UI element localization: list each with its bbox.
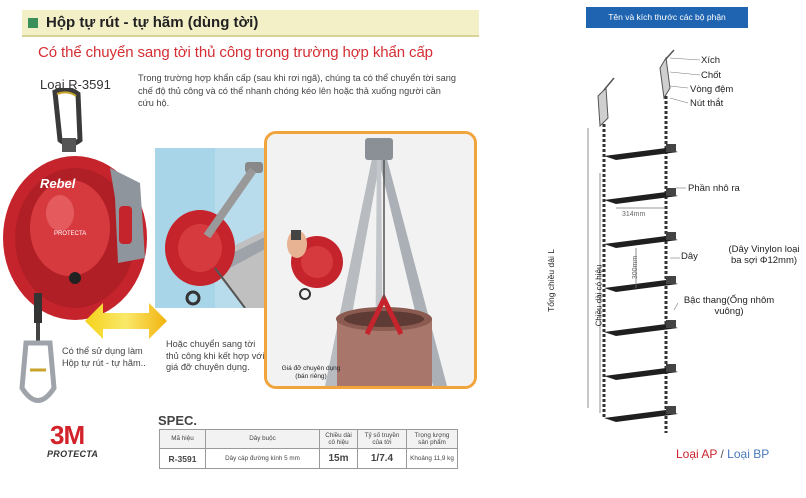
caption-left: Có thể sử dụng làm Hộp tự rút - tự hãm.. xyxy=(62,346,146,368)
spec-header-row xyxy=(160,430,458,449)
spec-header-cell: Chiều dài cô hiệu xyxy=(320,430,358,449)
spec-cell-ratio: 1/7.4 xyxy=(358,449,407,469)
type-legend xyxy=(676,447,769,461)
label-protrusion: Phần nhô ra xyxy=(688,183,740,194)
spec-cell-model: R-3591 xyxy=(160,449,206,469)
label-washer: Vòng đệm xyxy=(690,84,734,95)
label-step: Bậc thang(Ống nhôm vuông) xyxy=(683,295,775,317)
crank-device-photo xyxy=(155,148,270,308)
spec-table xyxy=(159,429,458,469)
title-square-icon xyxy=(28,18,38,28)
spec-header-cell: Tỷ số truyền của tời xyxy=(358,430,407,449)
device-brand-text: Rebel xyxy=(40,176,76,191)
tripod-photo xyxy=(264,131,477,389)
label-knot: Nút thắt xyxy=(690,98,724,109)
svg-text:PROTECTA: PROTECTA xyxy=(54,231,87,237)
label-pin: Chốt xyxy=(701,70,722,81)
label-chain: Xích xyxy=(701,55,721,66)
caption-photo: Giá đỡ chuyên dụng (bán riêng) xyxy=(281,365,341,380)
brand-logo-3m: 3M xyxy=(50,420,85,450)
parts-title-badge: Tên và kích thước các bộ phận xyxy=(586,7,748,28)
section-title-bar xyxy=(22,10,479,37)
description-text: Trong trường hợp khẩn cấp (sau khi rơi ngã), chúng ta có thể chuyển tời sang chế độ thủ công và có thể nhanh chóng kéo lên hoặc thả xuống người cần cứu hộ. xyxy=(138,73,456,108)
label-rope: Dây xyxy=(681,251,698,262)
model-label: Loại R-3591 xyxy=(40,77,111,92)
spec-data-row xyxy=(160,449,458,469)
label-rope-note: (Dây Vinylon loại ba sợi Φ12mm) xyxy=(728,244,800,266)
subtitle: Có thể chuyển sang tời thủ công trong trường hợp khẩn cấp xyxy=(38,44,433,61)
spec-header-cell: Trọng lượng sản phẩm xyxy=(407,430,458,449)
label-width-dim: 314mm xyxy=(622,211,646,218)
label-effective-length: Chiều dài có hiệu xyxy=(594,264,604,327)
spec-cell-length: 15m xyxy=(320,449,358,469)
type-separator: / xyxy=(717,447,728,461)
label-total-length: Tổng chiều dài L xyxy=(545,249,556,312)
type-ap-label: Loại AP xyxy=(676,447,718,461)
label-pitch-dim: 300mm xyxy=(632,255,640,280)
spec-header-cell: Mã hiệu xyxy=(160,430,206,449)
brand-logo-protecta: PROTECTA xyxy=(47,449,99,459)
spec-header-cell: Dây buộc xyxy=(206,430,320,449)
spec-title: SPEC. xyxy=(158,413,198,428)
double-arrow-icon xyxy=(85,303,167,339)
type-bp-label: Loại BP xyxy=(727,447,770,461)
spec-cell-rope: Dây cáp đường kính 5 mm xyxy=(206,449,320,469)
caption-middle: Hoặc chuyển sang tời thủ công khi kết hợp với giá đỡ chuyên dụng. xyxy=(166,339,265,372)
spec-cell-weight: Khoảng 11,9 kg xyxy=(407,449,458,469)
section-title: Hộp tự rút - tự hãm (dùng tời) xyxy=(46,14,259,31)
